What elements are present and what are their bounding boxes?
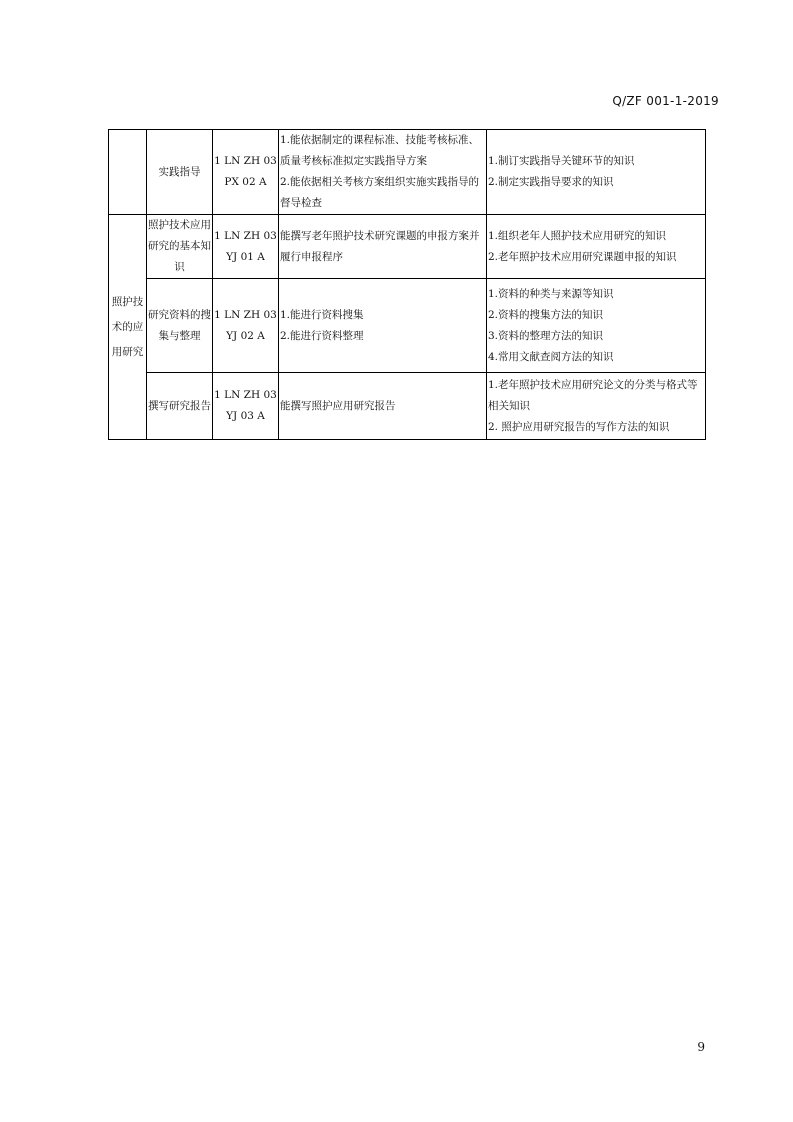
work-content-cell: 照护技术应用研究的基本知识: [147, 215, 213, 279]
skills-cell: [279, 373, 487, 440]
knowledge-item: 2.制定实践指导要求的知识: [488, 176, 614, 188]
skill-item: 1.能依据制定的课程标准、技能考核标准、质量考核标准拟定实践指导方案: [280, 134, 480, 167]
code-cell: 1 LN ZH 03 YJ 03 A: [213, 373, 279, 440]
knowledge-item: 1.资料的种类与来源等知识: [488, 287, 614, 300]
knowledge-item: 1.老年照护技术应用研究论文的分类与格式等相关知识: [488, 378, 698, 412]
skill-item: 能撰写老年照护技术研究课题的申报方案并履行申报程序: [280, 229, 480, 263]
code-cell: 1 LN ZH 03 YJ 01 A: [213, 215, 279, 279]
knowledge-item: 1.制订实践指导关键环节的知识: [488, 155, 635, 167]
knowledge-cell: [487, 373, 706, 440]
page-number: 9: [697, 1040, 705, 1054]
table-row: [109, 130, 706, 215]
skills-cell: [279, 215, 487, 279]
knowledge-item: 4.常用文献查阅方法的知识: [488, 350, 614, 363]
knowledge-item: 1.组织老年人照护技术应用研究的知识: [488, 229, 667, 242]
knowledge-item: 2. 照护应用研究报告的写作方法的知识: [488, 420, 670, 433]
skill-item: 2.能依据相关考核方案组织实施实践指导的督导检查: [280, 176, 480, 209]
work-content-cell: 研究资料的搜集与整理: [147, 279, 213, 373]
knowledge-item: 2.资料的搜集方法的知识: [488, 308, 604, 321]
work-content-cell: 实践指导: [147, 130, 213, 215]
knowledge-cell: [487, 279, 706, 373]
knowledge-cell: [487, 215, 706, 279]
module-cell-empty: [109, 130, 147, 215]
table-row: [109, 279, 706, 373]
standards-table: [108, 129, 706, 440]
work-content-cell: 撰写研究报告: [147, 373, 213, 440]
code-cell: 1 LN ZH 03 PX 02 A: [213, 130, 279, 215]
skill-item: 能撰写照护应用研究报告: [280, 399, 396, 412]
module-label-cell: 照护技术的应用研究: [109, 215, 147, 440]
table-row: [109, 373, 706, 440]
table-row: [109, 215, 706, 279]
knowledge-item: 2.老年照护技术应用研究课题申报的知识: [488, 250, 677, 263]
code-cell: 1 LN ZH 03 YJ 02 A: [213, 279, 279, 373]
knowledge-item: 3.资料的整理方法的知识: [488, 329, 604, 342]
document-code: Q/ZF 001-1-2019: [612, 94, 719, 108]
skill-item: 1.能进行资料搜集: [280, 308, 364, 321]
skills-cell: [279, 130, 487, 215]
knowledge-cell: [487, 130, 706, 215]
skill-item: 2.能进行资料整理: [280, 329, 364, 342]
skills-cell: [279, 279, 487, 373]
